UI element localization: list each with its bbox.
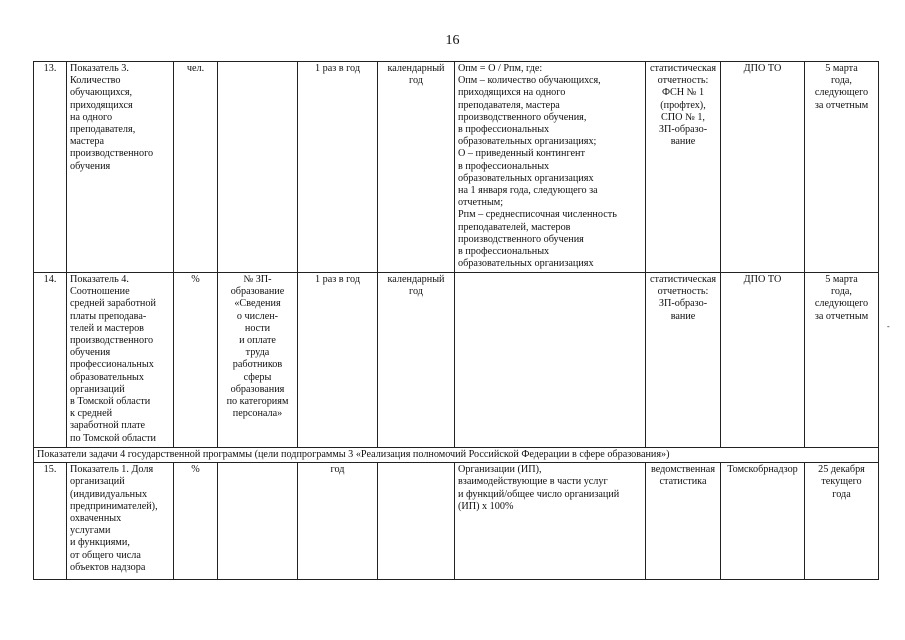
row-number: 14. [34,273,67,448]
indicator-name [67,273,174,448]
indicator-name-line: к средней [70,408,113,420]
table-row [34,463,879,580]
period [378,62,455,273]
source [646,62,721,273]
indicator-name [67,62,174,273]
indicator-name-line: организаций [70,383,125,395]
indicator-name-line: телей и мастеров [70,322,144,334]
source [646,463,721,580]
indicators-table [33,61,879,580]
document-line: образования [230,383,285,395]
formula-line: производственного обучения, [458,111,587,123]
formula-line: в профессиональных [458,160,550,172]
formula [455,463,646,580]
document-line: о числен- [236,310,279,322]
formula-line: образовательных организациях [458,258,594,270]
deadline-line: следующего [814,87,869,99]
period-line: год [409,75,423,87]
deadline-line: года [832,488,851,500]
frequency: 1 раз в год [298,62,378,273]
deadline [805,62,879,273]
document-line: труда [245,347,270,359]
formula-line: образовательных организациях; [458,136,597,148]
indicator-name-line: Показатель 3. [70,63,129,74]
indicator-name-line: преподавателя, [70,124,136,136]
indicator-name-line: Показатель 1. Доля [70,464,154,476]
document-line: ности [244,322,271,334]
deadline-line: за отчетным [814,310,869,322]
indicator-name-line: образовательных [70,371,144,383]
unit: % [174,463,218,580]
deadline-line: 5 марта [825,274,858,285]
period-line: календарный [387,63,445,74]
formula-line: приходящихся на одного [458,87,566,99]
indicator-name-line: заработной плате [70,420,146,432]
frequency: 1 раз в год [298,273,378,448]
indicator-name-line: от общего числа [70,549,141,561]
period-line: год [409,286,423,298]
indicator-name-line: охваченных [70,513,122,525]
source-line: статистическая [649,274,717,285]
indicator-name-line: объектов надзора [70,561,146,573]
document-line: «Сведения [234,298,281,310]
deadline-line: за отчетным [814,99,869,111]
document-line: по категориям [226,396,289,408]
indicator-name-line: на одного [70,111,113,123]
indicator-name [67,463,174,580]
deadline-line: следующего [814,298,869,310]
source-line: статистика [659,476,707,488]
indicator-name-line: предпринимателей), [70,500,158,512]
indicator-name-line: приходящихся [70,99,133,111]
deadline-line: 25 декабря [818,464,865,476]
source-line: (профтех), [660,99,706,111]
indicator-name-line: Показатель 4. [70,274,129,285]
table-row [34,62,879,273]
table-row [34,273,879,448]
formula-line: отчетным; [458,197,504,209]
page-number: 16 [445,33,460,48]
indicator-name-line: обучения [70,347,111,359]
deadline-line: года, [831,75,852,87]
formula-line: О – приведенный контингент [458,148,585,160]
source-line: отчетность: [657,75,709,87]
document-line: работников [232,359,283,371]
document [218,463,298,580]
source-line: ФСН № 1 [661,87,705,99]
indicator-name-line: обучающихся, [70,87,133,99]
formula-line: Опм – количество обучающихся, [458,75,601,87]
period-line: календарный [387,274,445,285]
formula-line: взаимодействующие в части услуг [458,476,608,488]
source-line: вание [670,310,696,322]
formula-line: Рпм – среднесписочная численность [458,209,617,221]
indicator-name-line: Количество [70,75,121,87]
indicator-name-line: платы преподава- [70,310,147,322]
document-line: персонала» [232,408,283,420]
unit: чел. [174,62,218,273]
document-line: образование [230,286,285,298]
period [378,463,455,580]
document [218,273,298,448]
source-line: ведомственная [650,464,716,476]
indicator-name-line: производственного [70,335,154,347]
deadline-line: 5 марта [825,63,858,74]
indicator-name-line: услугами [70,525,111,537]
formula-line: (ИП) х 100% [458,500,514,512]
formula-line: в профессиональных [458,124,550,136]
section-header-row [34,448,879,463]
deadline-line: текущего [821,476,862,488]
frequency: год [298,463,378,580]
margin-mark: - [887,322,890,331]
formula-line: преподавателя, мастера [458,99,560,111]
indicator-name-line: (индивидуальных [70,488,148,500]
source-line: статистическая [649,63,717,74]
formula-line: образовательных организациях [458,172,594,184]
deadline-line: года, [831,286,852,298]
indicator-name-line: по Томской области [70,432,156,444]
source-line: ЗП-образо- [658,298,708,310]
indicator-name-line: в Томской области [70,396,151,408]
row-number: 13. [34,62,67,273]
formula [455,273,646,448]
formula-line: Опм = О / Рпм, где: [458,63,543,74]
section-header: Показатели задачи 4 государственной программы (цели подпрограммы 3 «Реализация полномочий Российской Федерации в сфере образования») [34,448,879,463]
deadline [805,273,879,448]
document-line: № ЗП- [243,274,272,285]
indicator-name-line: средней заработной [70,298,156,310]
indicator-name-line: и функциями, [70,537,130,549]
source-line: СПО № 1, [661,111,705,123]
formula-line: производственного обучения [458,233,584,245]
indicator-name-line: мастера [70,136,105,148]
formula-line: преподавателей, мастеров [458,221,571,233]
source [646,273,721,448]
document-line: сферы [243,371,272,383]
document-line: и оплате [239,335,276,347]
document [218,62,298,273]
formula-line: и функций/общее число организаций [458,488,620,500]
indicator-name-line: производственного [70,148,154,160]
indicator-name-line: обучения [70,160,111,172]
formula [455,62,646,273]
formula-line: на 1 января года, следующего за [458,185,598,197]
unit: % [174,273,218,448]
responsible: Томскобрнадзор [721,463,805,580]
responsible: ДПО ТО [721,273,805,448]
source-line: ЗП-образо- [658,124,708,136]
responsible: ДПО ТО [721,62,805,273]
indicator-name-line: Соотношение [70,286,130,298]
formula-line: Организации (ИП), [458,464,542,476]
deadline [805,463,879,580]
source-line: отчетность: [657,286,709,298]
source-line: вание [670,136,696,148]
indicator-name-line: организаций [70,476,125,488]
indicator-name-line: профессиональных [70,359,154,371]
period [378,273,455,448]
formula-line: в профессиональных [458,246,550,258]
row-number: 15. [34,463,67,580]
